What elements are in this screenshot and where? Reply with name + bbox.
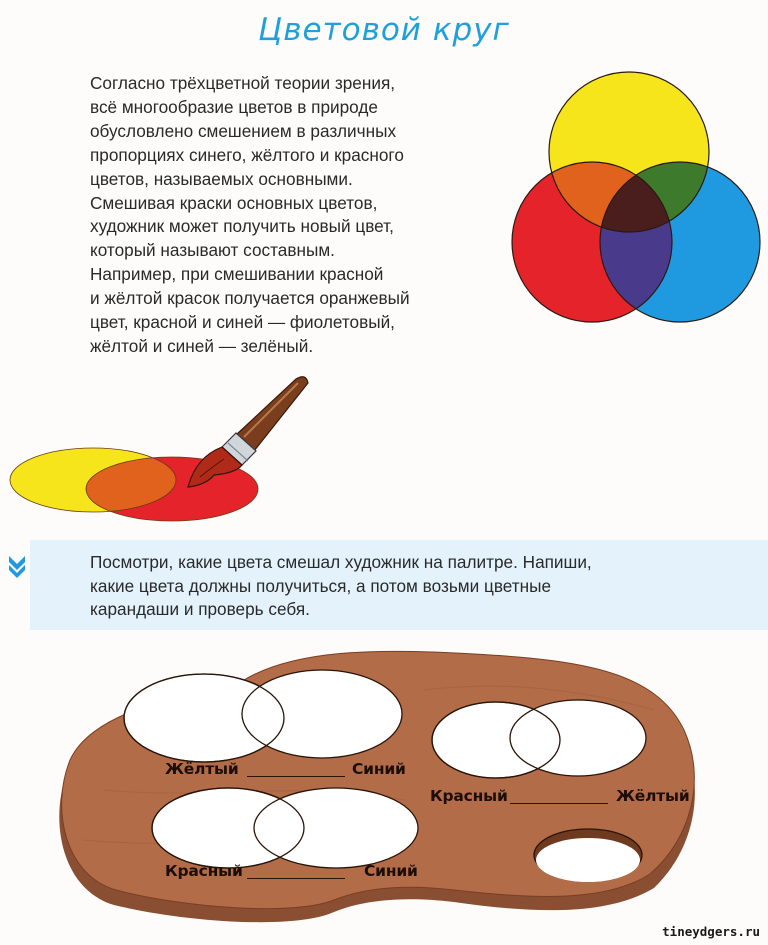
artist-palette — [44, 650, 704, 925]
palette-well — [242, 670, 402, 758]
page-title: Цветовой круг — [258, 12, 510, 48]
paint-brush-icon — [188, 377, 308, 487]
palette-well — [254, 788, 418, 868]
task-line: какие цвета должны получиться, а потом возьми цветные — [90, 575, 552, 596]
task-line: Посмотри, какие цвета смешал художник на палитре. Напиши, — [90, 552, 592, 572]
color-venn-diagram — [490, 78, 768, 328]
intro-line: Например, при смешивании красной — [90, 264, 384, 285]
intro-line: жёлтой и синей — зелёный. — [90, 335, 314, 356]
palette-label-right: Синий — [364, 862, 418, 880]
palette-label-right: Жёлтый — [616, 787, 690, 805]
intro-line: Смешивая краски основных цветов, — [90, 192, 378, 213]
answer-blank[interactable] — [247, 776, 345, 777]
intro-line: обусловлено смешением в различных — [90, 120, 397, 141]
intro-line: Согласно трёхцветной теории зрения, — [90, 73, 396, 93]
answer-blank[interactable] — [247, 878, 345, 879]
paint-mixing-illustration — [0, 375, 330, 525]
watermark: tineydgers.ru — [662, 924, 760, 939]
palette-label-right: Синий — [352, 760, 406, 778]
intro-line: всё многообразие цветов в природе — [90, 96, 378, 117]
palette-label-left: Красный — [430, 787, 508, 805]
palette-label-left: Жёлтый — [165, 760, 239, 778]
intro-line: цветов, называемых основными. — [90, 168, 353, 189]
intro-line: пропорциях синего, жёлтого и красного — [90, 144, 404, 165]
task-instructions — [90, 551, 750, 622]
answer-blank[interactable] — [510, 803, 608, 804]
intro-line: художник может получить новый цвет, — [90, 216, 394, 237]
palette-label-left: Красный — [165, 862, 243, 880]
palette-well — [510, 700, 646, 776]
intro-line: цвет, красной и синей — фиолетовый, — [90, 312, 395, 333]
check-marker-icon — [6, 553, 28, 579]
intro-line: который называют составным. — [90, 240, 335, 261]
intro-line: и жёлтой красок получается оранжевый — [90, 288, 410, 309]
task-line: карандаши и проверь себя. — [90, 599, 310, 619]
intro-paragraph — [90, 72, 490, 359]
